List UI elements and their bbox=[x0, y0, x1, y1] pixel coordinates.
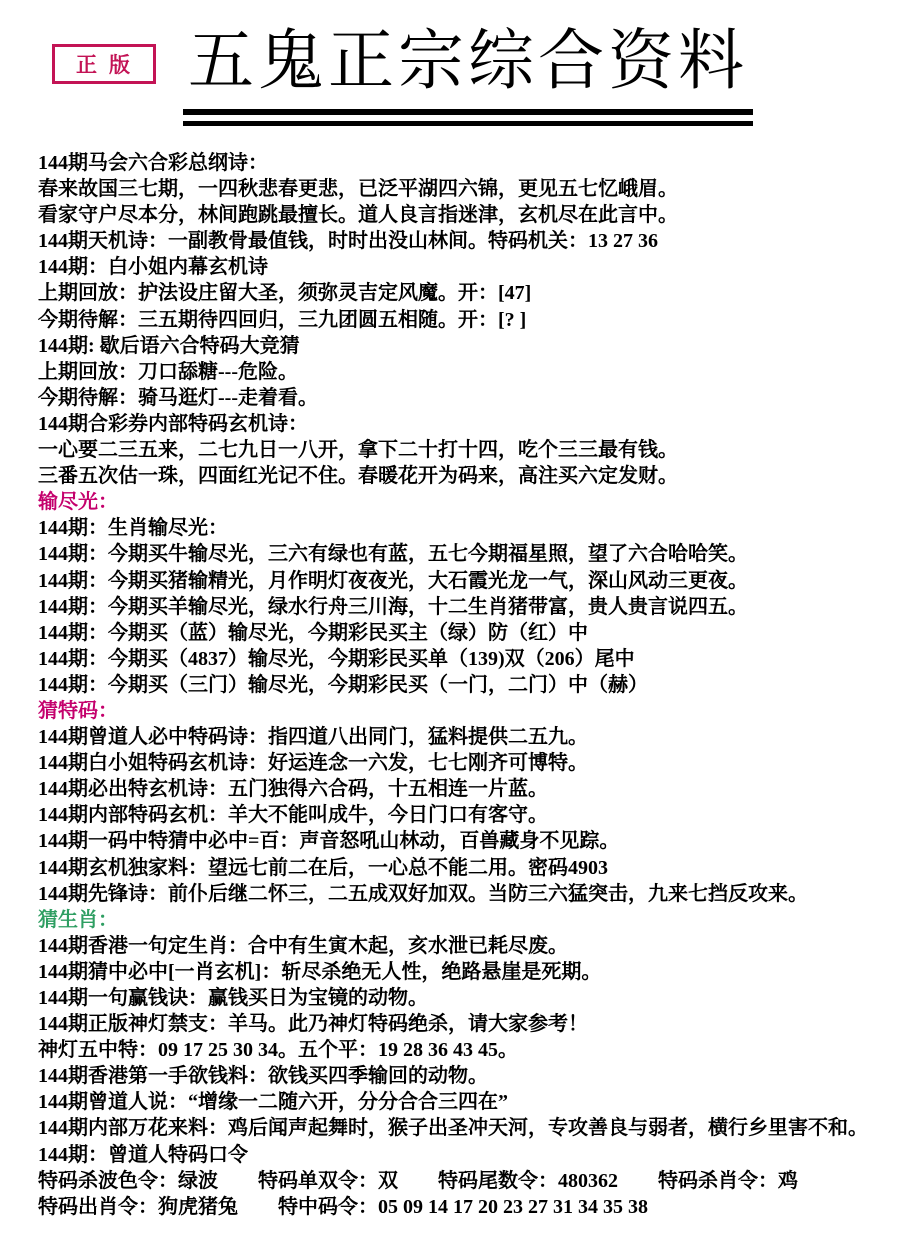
text-line: 144期必出特玄机诗：五门独得六合码，十五相连一片蓝。 bbox=[38, 778, 548, 801]
text-line: 144期香港一句定生肖：合中有生寅木起，亥水泄已耗尽废。 bbox=[38, 934, 568, 957]
text-line: 144期：今期买牛输尽光，三六有绿也有蓝，五七今期福星照，望了六合哈哈笑。 bbox=[38, 543, 748, 566]
text-line: 144期：今期买（三门）输尽光，今期彩民买（一门，二门）中（赫） bbox=[38, 673, 648, 696]
text-line: 144期玄机独家料：望远七前二在后，一心总不能二用。密码4903 bbox=[38, 856, 608, 879]
text-line: 144期：今期买猪输精光，月作明灯夜夜光，大石霞光龙一气，深山风动三更夜。 bbox=[38, 569, 748, 592]
authentic-badge bbox=[52, 44, 156, 84]
text-line: 144期天机诗：一副教骨最值钱，时时出没山林间。特码机关：13 27 36 bbox=[38, 230, 658, 253]
text-line: 看家守户尽本分，林间跑跳最擅长。道人良言指迷津，玄机尽在此言中。 bbox=[38, 204, 678, 227]
text-line: 猜特码： bbox=[38, 699, 118, 722]
text-line: 144期马会六合彩总纲诗： bbox=[38, 152, 268, 174]
content-lines bbox=[38, 150, 883, 1220]
text-line: 今期待解：三五期待四回归，三九团圆五相随。开：[? ] bbox=[38, 308, 527, 331]
text-line: 144期正版神灯禁支：羊马。此乃神灯特码绝杀，请大家参考！ bbox=[38, 1013, 588, 1036]
text-line: 144期: 歇后语六合特码大竞猜 bbox=[38, 334, 300, 357]
text-line: 144期一句赢钱诀：赢钱买日为宝镜的动物。 bbox=[38, 987, 428, 1009]
text-line: 猜生肖： bbox=[38, 908, 118, 931]
text-line: 144期白小姐特码玄机诗：好运连念一六发，七七刚齐可博特。 bbox=[38, 752, 588, 775]
text-line: 144期合彩券内部特码玄机诗： bbox=[38, 412, 308, 435]
text-line: 144期先锋诗：前仆后继二怀三，二五成双好加双。当防三六猛突击，九来七挡反攻来。 bbox=[38, 882, 808, 905]
authentic-badge-label: 正版 bbox=[76, 53, 142, 77]
text-line: 特码出肖令：狗虎猪兔 特中码令：05 09 14 17 20 23 27 31 34 35 38 bbox=[38, 1195, 648, 1218]
text-line: 144期内部万花来料：鸡后闻声起舞时，猴子出圣冲天河，专攻善良与弱者，横行乡里害不和。 bbox=[38, 1117, 868, 1140]
text-line: 三番五次估一珠，四面红光记不住。春暖花开为码来，高注买六定发财。 bbox=[38, 465, 678, 488]
text-line: 神灯五中特：09 17 25 30 34。五个平：19 28 36 43 45。 bbox=[38, 1039, 518, 1062]
text-line: 144期内部特码玄机：羊大不能叫成牛，今日门口有客守。 bbox=[38, 804, 548, 827]
text-line: 144期曾道人必中特码诗：指四道八出同门，猛料提供二五九。 bbox=[38, 726, 588, 749]
text-line: 144期猜中必中[一肖玄机]：斩尽杀绝无人性，绝路悬崖是死期。 bbox=[38, 960, 602, 983]
page-title: 五鬼正宗综合资料 bbox=[188, 25, 748, 98]
text-line: 144期：今期买（蓝）输尽光，今期彩民买主（绿）防（红）中 bbox=[38, 621, 588, 644]
text-line: 144期香港第一手欲钱料：欲钱买四季输回的动物。 bbox=[38, 1065, 488, 1088]
text-line: 特码杀波色令：绿波 特码单双令：双 特码尾数令：480362 特码杀肖令：鸡 bbox=[38, 1169, 798, 1192]
text-line: 144期：今期买（4837）输尽光，今期彩民买单（139)双（206）尾中 bbox=[38, 647, 635, 670]
text-line: 144期一码中特猜中必中=百：声音怒吼山林动，百兽藏身不见踪。 bbox=[38, 830, 620, 853]
text-line: 今期待解：骑马逛灯---走着看。 bbox=[38, 386, 318, 409]
text-line: 144期曾道人说：“增缘一二随六开，分分合合三四在” bbox=[38, 1091, 508, 1114]
text-line: 输尽光： bbox=[38, 491, 118, 514]
title-underline-divider bbox=[183, 109, 753, 126]
text-line: 144期：曾道人特码口令 bbox=[38, 1143, 248, 1166]
text-line: 144期：生肖输尽光： bbox=[38, 517, 228, 540]
text-line: 上期回放：护法设庄留大圣，须弥灵吉定风魔。开：[47] bbox=[38, 282, 532, 305]
text-line: 144期：今期买羊输尽光，绿水行舟三川海，十二生肖猪带富，贵人贵言说四五。 bbox=[38, 595, 748, 618]
text-line: 一心要二三五来，二七九日一八开，拿下二十打十四，吃个三三最有钱。 bbox=[38, 439, 678, 462]
text-line: 春来故国三七期，一四秋悲春更悲，已泛平湖四六锦，更见五七忆峨眉。 bbox=[38, 178, 678, 201]
text-line: 144期：白小姐内幕玄机诗 bbox=[38, 256, 268, 279]
text-line: 上期回放：刀口舔糖---危险。 bbox=[38, 360, 298, 383]
